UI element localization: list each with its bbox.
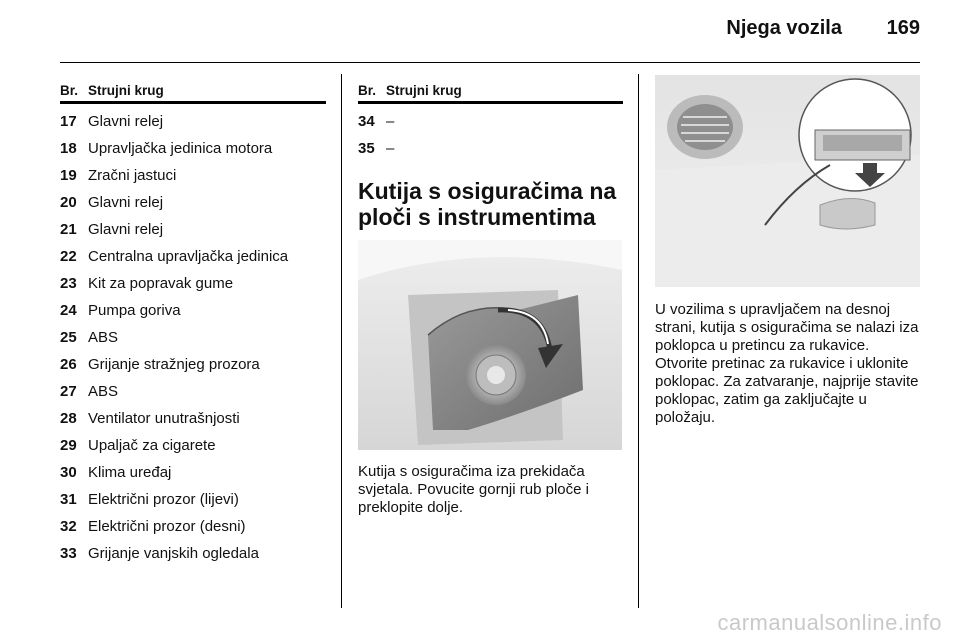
table-row xyxy=(60,162,326,189)
page-header xyxy=(60,0,920,63)
header-nr: Br. xyxy=(358,83,377,98)
circuit-name: Kit za popravak gume xyxy=(88,275,234,292)
circuit-name: – xyxy=(386,113,395,130)
table-row xyxy=(60,297,326,324)
circuit-name: Grijanje vanjskih ogledala xyxy=(88,545,259,562)
table-row xyxy=(60,486,326,513)
section-heading-line-1: Kutija s osiguračima na xyxy=(358,178,617,204)
table-body xyxy=(60,108,326,567)
table-body xyxy=(358,108,623,162)
fuse-number: 27 xyxy=(60,383,77,400)
circuit-name: Ventilator unutrašnjosti xyxy=(88,410,240,427)
table-row xyxy=(60,540,326,567)
table-row xyxy=(60,135,326,162)
fuse-number: 25 xyxy=(60,329,77,346)
header-circuit: Strujni krug xyxy=(386,83,462,98)
circuit-name: – xyxy=(386,140,395,157)
section-heading-line-2: ploči s instrumentima xyxy=(358,204,596,230)
table-row xyxy=(358,108,623,135)
fuse-number: 35 xyxy=(358,140,375,157)
glovebox-fusebox-illustration xyxy=(655,75,920,287)
table-row xyxy=(60,513,326,540)
circuit-name: Pumpa goriva xyxy=(88,302,181,319)
caption-middle: Kutija s osiguračima iza prekidača svjetala. Povucite gornji rub ploče i preklopite dolje. xyxy=(358,463,589,516)
fuse-number: 30 xyxy=(60,464,77,481)
fuse-number: 33 xyxy=(60,545,77,562)
table-row xyxy=(60,243,326,270)
section-heading xyxy=(358,178,623,230)
table-row xyxy=(60,189,326,216)
circuit-name: Upaljač za cigarete xyxy=(88,437,216,454)
circuit-name: ABS xyxy=(88,329,119,346)
table-row xyxy=(60,378,326,405)
circuit-name: ABS xyxy=(88,383,119,400)
circuit-name: Glavni relej xyxy=(88,194,164,211)
fuse-number: 31 xyxy=(60,491,77,508)
column-divider-2 xyxy=(638,74,639,608)
table-row xyxy=(60,405,326,432)
circuit-name: Centralna upravljačka jedinica xyxy=(88,248,289,265)
fuse-table-left xyxy=(60,81,326,567)
table-row xyxy=(358,135,623,162)
fuse-number: 32 xyxy=(60,518,77,535)
fuse-number: 20 xyxy=(60,194,77,211)
circuit-name: Grijanje stražnjeg prozora xyxy=(88,356,260,373)
light-switch-fusebox-illustration xyxy=(358,240,622,450)
fuse-number: 29 xyxy=(60,437,77,454)
middle-column xyxy=(358,81,623,230)
circuit-name: Električni prozor (lijevi) xyxy=(88,491,239,508)
watermark: carmanualsonline.info xyxy=(717,610,942,635)
circuit-name: Upravljačka jedinica motora xyxy=(88,140,273,157)
page-title: Njega vozila xyxy=(726,17,842,39)
fuse-number: 23 xyxy=(60,275,77,292)
table-header xyxy=(60,81,326,104)
fuse-number: 21 xyxy=(60,221,77,238)
circuit-name: Glavni relej xyxy=(88,221,164,238)
circuit-name: Zračni jastuci xyxy=(88,167,177,184)
fuse-number: 34 xyxy=(358,113,375,130)
table-header xyxy=(358,81,623,104)
fuse-number: 19 xyxy=(60,167,77,184)
page-number: 169 xyxy=(886,17,920,39)
table-row xyxy=(60,432,326,459)
circuit-name: Električni prozor (desni) xyxy=(88,518,246,535)
header-circuit: Strujni krug xyxy=(88,83,164,98)
fuse-number: 22 xyxy=(60,248,77,265)
table-row xyxy=(60,108,326,135)
circuit-name: Klima uređaj xyxy=(88,464,172,481)
table-row xyxy=(60,216,326,243)
table-row xyxy=(60,351,326,378)
circuit-name: Glavni relej xyxy=(88,113,164,130)
table-row xyxy=(60,270,326,297)
fuse-number: 24 xyxy=(60,302,77,319)
header-nr: Br. xyxy=(60,83,79,98)
table-row xyxy=(60,459,326,486)
fuse-number: 17 xyxy=(60,113,77,130)
table-row xyxy=(60,324,326,351)
fuse-number: 28 xyxy=(60,410,77,427)
caption-right: U vozilima s upravljačem na desnoj strani, kutija s osiguračima se nalazi iza poklopca u pretincu za rukavice. Otvorite pretinac za rukavice i uklonite poklopac. Za zatvaranje, najprije stavite poklopac, zatim ga zaključajte u položaju. xyxy=(655,301,919,426)
column-divider-1 xyxy=(341,74,342,608)
fuse-number: 26 xyxy=(60,356,77,373)
fuse-number: 18 xyxy=(60,140,77,157)
